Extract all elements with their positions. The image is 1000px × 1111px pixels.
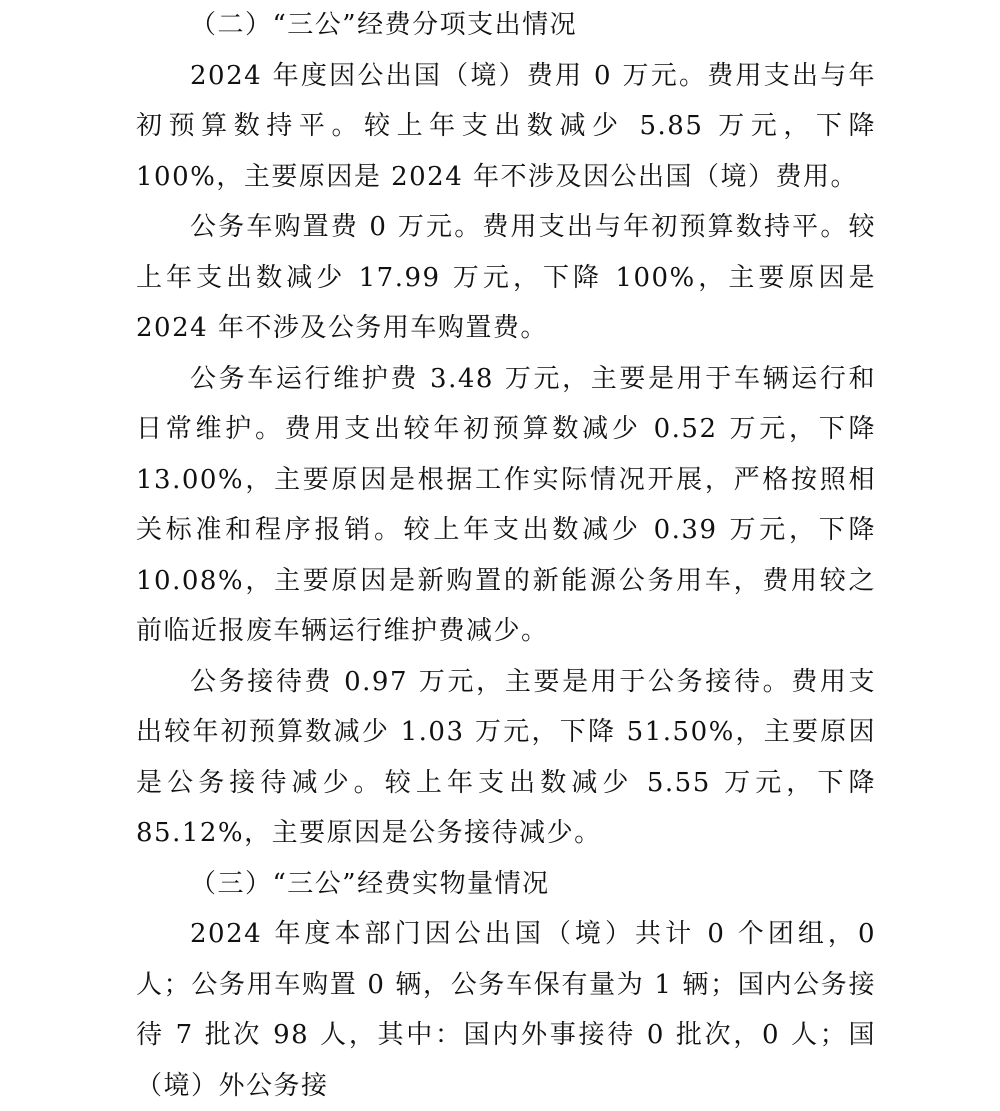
paragraph-vehicle-purchase: 公务车购置费 0 万元。费用支出与年初预算数持平。较上年支出数减少 17.99 万元，下降 100%，主要原因是 2024 年不涉及公务用车购置费。	[136, 212, 876, 343]
paragraph-physical-quantities: 2024 年度本部门因公出国（境）共计 0 个团组，0 人；公务用车购置 0 辆，公务车保有量为 1 辆；国内公务接待 7 批次 98 人，其中：国内外事接待 0 批次，0 人；国（境）外公务接	[136, 919, 876, 1101]
paragraph-vehicle-maintenance: 公务车运行维护费 3.48 万元，主要是用于车辆运行和日常维护。费用支出较年初预算数减少 0.52 万元，下降 13.00%，主要原因是根据工作实际情况开展，严格按照相关标准和程序报销。较上年支出数减少 0.39 万元，下降 10.08%，主要原因是新购置的新能源公务用车，费用较之前临近报废车辆运行维护费减少。	[136, 363, 876, 646]
section-heading-3: （三）“三公”经费实物量情况	[190, 868, 550, 899]
document-body	[136, 0, 876, 1111]
section-heading-2: （二）“三公”经费分项支出情况	[190, 10, 578, 40]
paragraph-overseas-travel: 2024 年度因公出国（境）费用 0 万元。费用支出与年初预算数持平。较上年支出数减少 5.85 万元，下降 100%，主要原因是 2024 年不涉及因公出国（境）费用。	[136, 60, 876, 192]
paragraph-reception: 公务接待费 0.97 万元，主要是用于公务接待。费用支出较年初预算数减少 1.03 万元，下降 51.50%，主要原因是公务接待减少。较上年支出数减少 5.55 万元，下降 85.12%，主要原因是公务接待减少。	[136, 666, 876, 848]
